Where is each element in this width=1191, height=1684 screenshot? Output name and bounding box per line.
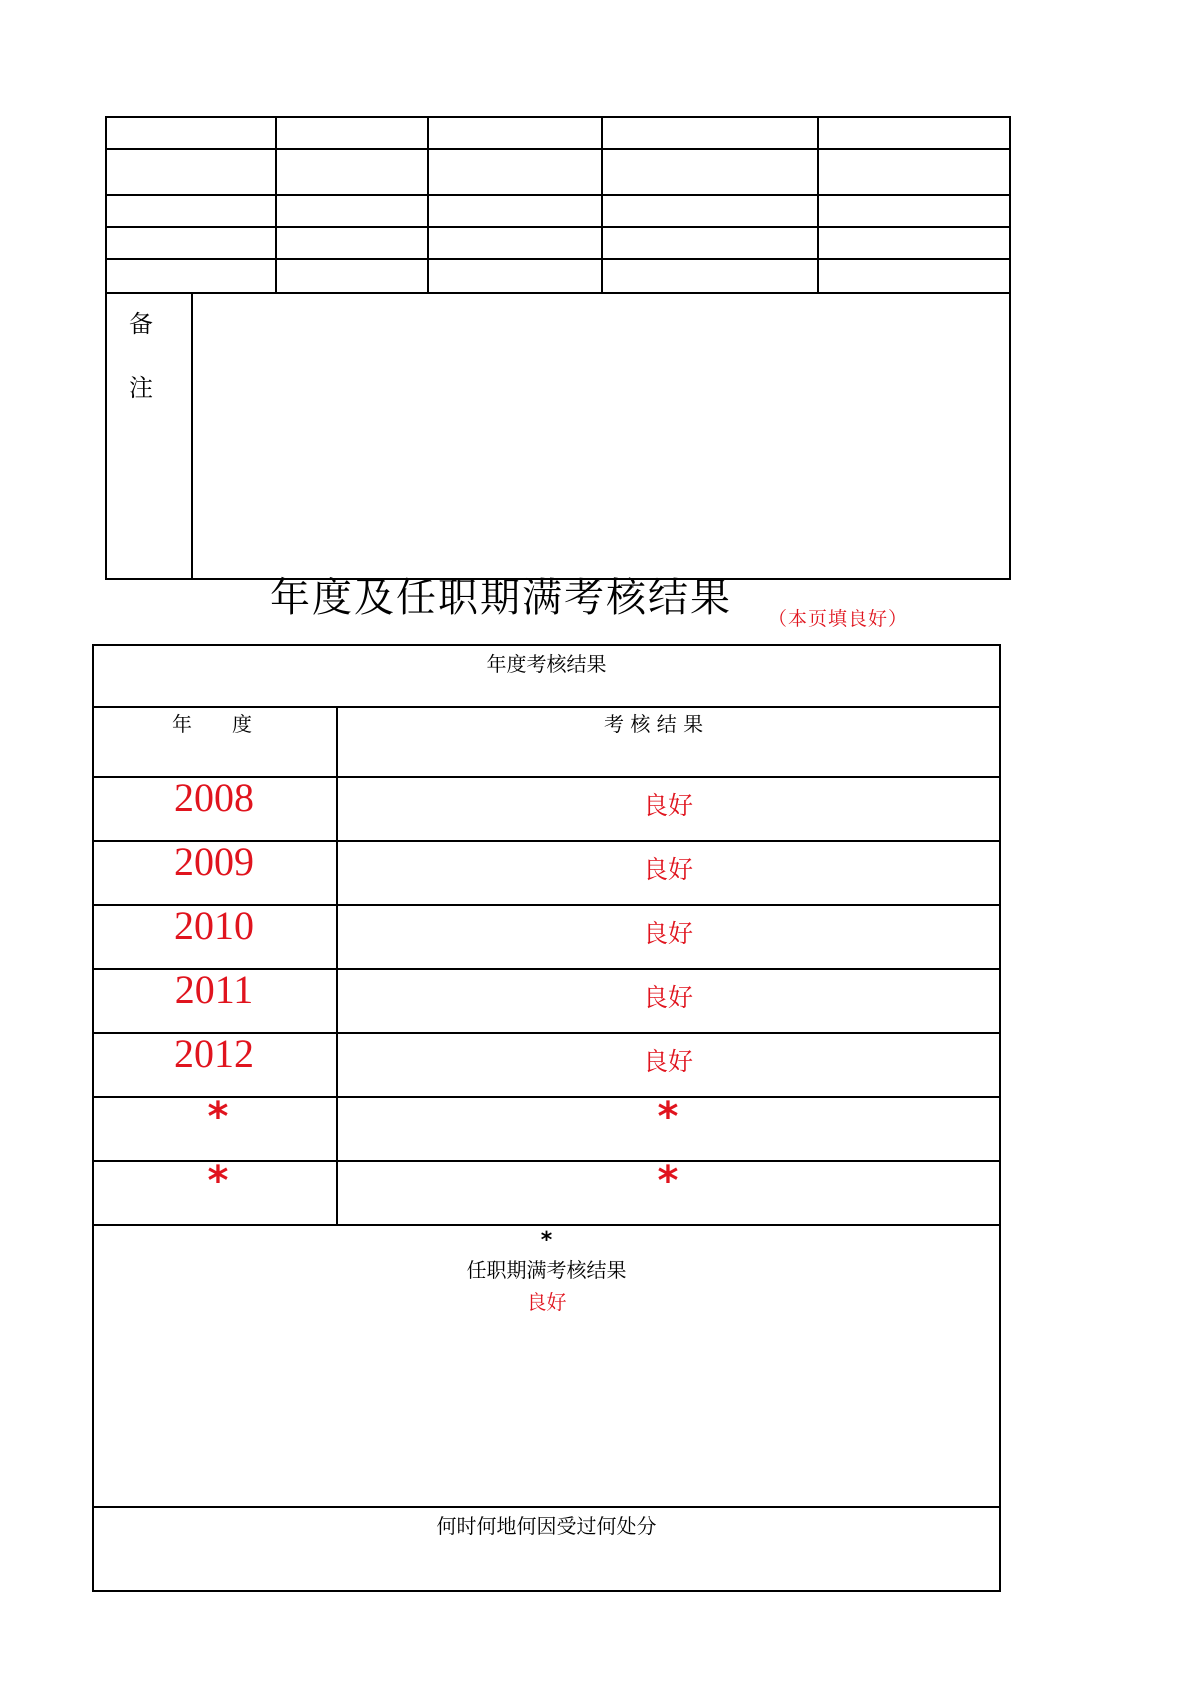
row-result: 良好 (642, 855, 693, 884)
column-divider (275, 118, 277, 292)
remark-divider (191, 292, 193, 578)
section-title: 年度及任职期满考核结果 (270, 575, 732, 621)
row-year: 2008 (174, 775, 254, 820)
row-divider (94, 1506, 999, 1508)
row-result: * (657, 1158, 679, 1204)
term-label: 任职期满考核结果 (466, 1258, 627, 1282)
row-divider (107, 148, 1009, 150)
col-header-result: 考 核 结 果 (604, 712, 704, 736)
row-result: 良好 (642, 919, 693, 948)
column-divider (601, 118, 603, 292)
upper-table (105, 116, 1011, 580)
row-year: * (207, 1094, 229, 1140)
row-result: 良好 (642, 1047, 693, 1076)
row-result: 良好 (642, 983, 693, 1012)
term-result: 良好 (526, 1290, 567, 1314)
section-note: （本页填良好） (768, 608, 909, 630)
column-divider (336, 706, 338, 1224)
assessment-table (92, 644, 1001, 1592)
punishment-label: 何时何地何因受过何处分 (436, 1514, 657, 1538)
annual-header: 年度考核结果 (486, 652, 607, 676)
remark-label-char-1: 备 (129, 310, 153, 338)
row-divider (107, 194, 1009, 196)
column-divider (817, 118, 819, 292)
row-year: * (207, 1158, 229, 1204)
row-year: 2011 (174, 967, 254, 1012)
row-year: 2009 (174, 839, 254, 884)
row-year: 2012 (174, 1031, 254, 1076)
row-divider (107, 258, 1009, 260)
row-year: 2010 (174, 903, 254, 948)
row-result: 良好 (642, 791, 693, 820)
row-divider (107, 292, 1009, 294)
column-divider (427, 118, 429, 292)
row-result: * (657, 1094, 679, 1140)
col-header-year: 年 度 (172, 712, 252, 736)
term-star: * (540, 1228, 553, 1253)
row-divider (94, 1224, 999, 1226)
remark-label-char-2: 注 (129, 374, 153, 402)
row-divider (107, 226, 1009, 228)
